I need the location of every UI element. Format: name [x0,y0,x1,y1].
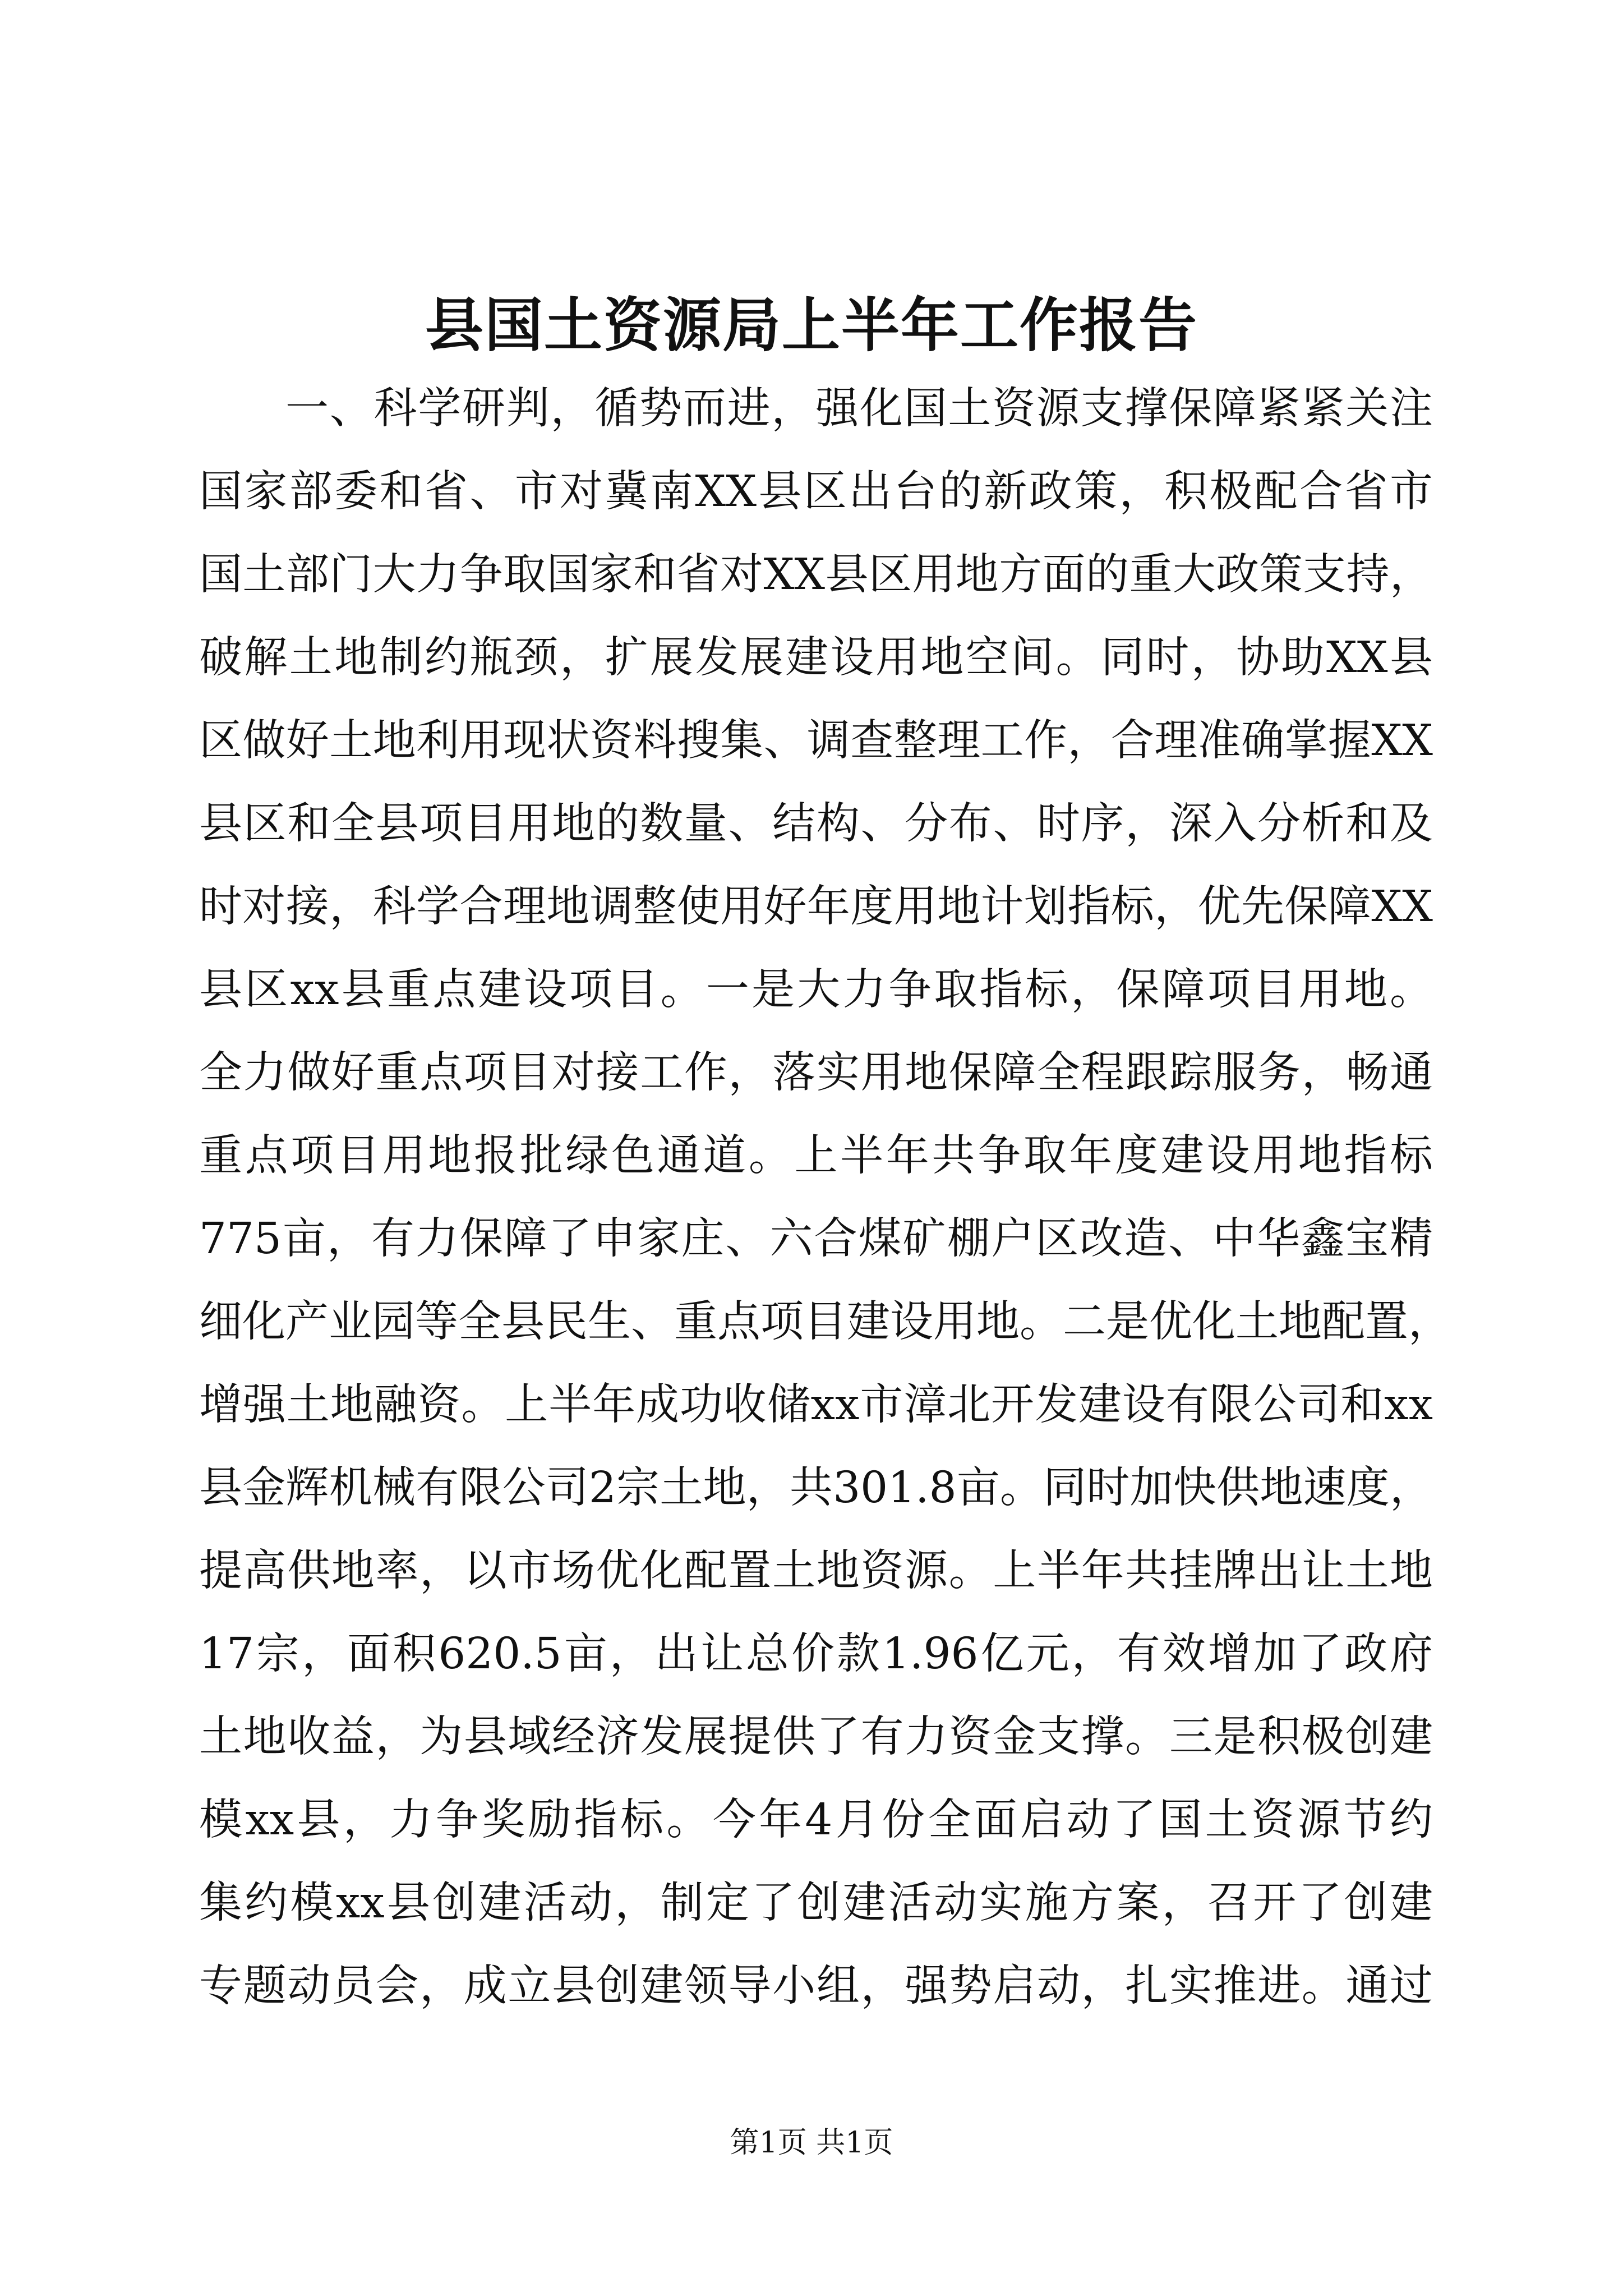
body-line: 17宗，面积620.5亩，出让总价款1.96亿元，有效增加了政府 [199,1629,1433,1679]
body-line: 县区和全县项目用地的数量、结构、分布、时序，深入分析和及 [199,799,1433,849]
body-line: 时对接，科学合理地调整使用好年度用地计划指标，优先保障XX [199,882,1433,932]
body-line: 一、科学研判，循势而进，强化国土资源支撑保障紧紧关注 [285,384,1433,434]
body-line: 集约模xx县创建活动，制定了创建活动实施方案，召开了创建 [199,1878,1433,1928]
body-line: 国家部委和省、市对冀南XX县区出台的新政策，积极配合省市 [199,467,1433,517]
body-line: 县金辉机械有限公司2宗土地，共301.8亩。同时加快供地速度， [199,1463,1433,1513]
body-line: 破解土地制约瓶颈，扩展发展建设用地空间。同时，协助XX县 [199,633,1433,683]
body-line: 专题动员会，成立县创建领导小组，强势启动，扎实推进。通过 [199,1961,1433,2011]
body-line: 细化产业园等全县民生、重点项目建设用地。二是优化土地配置， [199,1297,1451,1347]
body-line: 775亩，有力保障了申家庄、六合煤矿棚户区改造、中华鑫宝精 [199,1214,1433,1264]
body-line: 土地收益，为县域经济发展提供了有力资金支撑。三是积极创建 [199,1712,1433,1762]
body-line: 增强土地融资。上半年成功收储xx市漳北开发建设有限公司和xx [199,1380,1433,1430]
body-line: 县区xx县重点建设项目。一是大力争取指标，保障项目用地。 [199,965,1433,1015]
body-line: 国土部门大力争取国家和省对XX县区用地方面的重大政策支持， [199,550,1433,600]
page-footer: 第1页 共1页 [730,2126,893,2160]
body-line: 提高供地率，以市场优化配置土地资源。上半年共挂牌出让土地 [199,1546,1433,1596]
document-title: 县国土资源局上半年工作报告 [425,291,1198,360]
body-line: 模xx县，力争奖励指标。今年4月份全面启动了国土资源节约 [199,1795,1433,1845]
document-body [199,367,1451,2028]
body-line: 全力做好重点项目对接工作，落实用地保障全程跟踪服务，畅通 [199,1048,1433,1098]
body-line: 重点项目用地报批绿色通道。上半年共争取年度建设用地指标 [199,1131,1433,1181]
body-line: 区做好土地利用现状资料搜集、调查整理工作，合理准确掌握XX [199,716,1433,766]
